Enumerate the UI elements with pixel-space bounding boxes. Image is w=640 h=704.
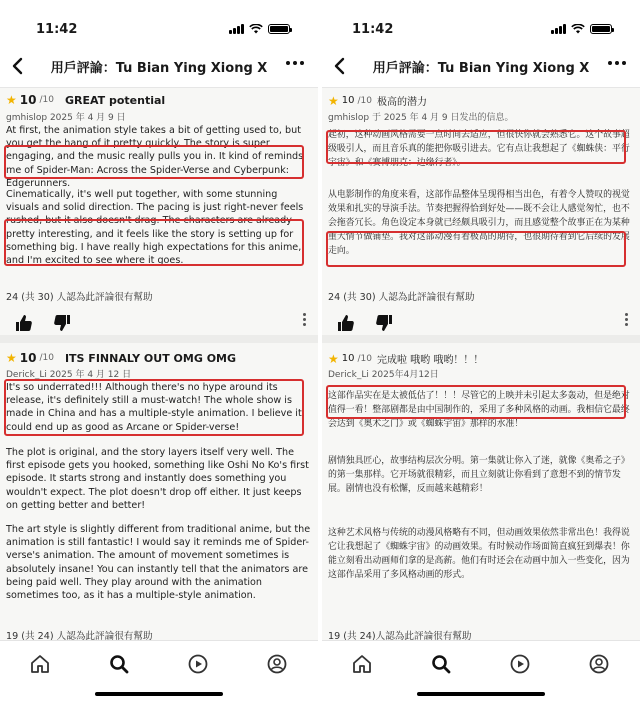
home-indicator bbox=[417, 692, 545, 696]
search-icon[interactable] bbox=[430, 653, 452, 675]
more-icon[interactable] bbox=[286, 61, 304, 65]
review-title: GREAT potential bbox=[64, 93, 166, 107]
thumbs-up-icon[interactable] bbox=[14, 313, 34, 333]
play-icon[interactable] bbox=[509, 653, 531, 675]
status-time: 11:42 bbox=[36, 22, 78, 37]
status-icons bbox=[551, 24, 612, 34]
helpful-count: 19 (共 24) 人認為此評論很有幫助 bbox=[6, 631, 153, 640]
page-title: 用戶評論：Tu Bian Ying Xiong X bbox=[372, 61, 590, 76]
review-paragraph: The art style is slightly different from traditional anime, but the animation is still fantastic! I would say it reminds me of Spider-verse's animation. The amount of movement sometimes is absolutely insane! You can instantly tell that the animators are being paid well. They play around with the animation sometimes too, as it has a multiple-style animation. bbox=[6, 524, 311, 602]
status-bar bbox=[322, 0, 640, 44]
reviews-list bbox=[322, 88, 640, 640]
review-paragraph: Cinematically, it's well put together, with some stunning visuals and solid direction. The pacing is just right-never feels rushed, but it also doesn't drag. The characters are already pretty interesting, and it feels like the story is setting up for something big. I have really high expectations for this anime, and I'm excited to see where it goes. bbox=[6, 189, 304, 267]
screen-chinese bbox=[322, 0, 640, 704]
reviews-list bbox=[0, 88, 318, 640]
rating-line bbox=[328, 351, 483, 366]
back-arrow-icon[interactable] bbox=[6, 54, 30, 78]
rating-score: 10 bbox=[341, 353, 355, 364]
star-icon: ★ bbox=[6, 93, 17, 107]
screen-english bbox=[0, 0, 318, 704]
rating-score: 10 bbox=[19, 93, 37, 107]
highlight-box bbox=[326, 130, 626, 164]
wifi-icon bbox=[571, 24, 585, 34]
review-card bbox=[0, 88, 318, 333]
play-icon[interactable] bbox=[187, 653, 209, 675]
review-paragraph: 这种艺术风格与传统的动漫风格略有不同，但动画效果依然非常出色！我得说它让我想起了《蜘蛛宇宙》的动画效果。有时候动作场面简直疯狂到爆表！你能立刻看出动画师们拿的是高薪。他们有时还会在动画中加入一些变化，因为这部作品采用了多风格动画的形式。 bbox=[328, 528, 630, 580]
review-paragraph: The plot is original, and the story layers itself very well. The first episode gets you hooked, something like Oshi No Ko's first episode. It starts strong and instantly does something you wouldn't expect. The plot doesn't drop off either. It just keeps on getting better and better! bbox=[6, 447, 309, 511]
review-paragraph: 这部作品实在是太被低估了！！！尽管它的上映并未引起太多轰动，但是绝对值得一看！整部剧都是由中国制作的，采用了多种风格的动画。我相信它最终会达到《奥术之门》或《蜘蛛宇宙》那样的水准！ bbox=[328, 391, 630, 429]
wifi-icon bbox=[249, 24, 263, 34]
cellular-icon bbox=[229, 24, 244, 34]
nav-bar bbox=[322, 44, 640, 88]
rating-out-of: /10 bbox=[39, 353, 54, 363]
rating-score: 10 bbox=[19, 351, 37, 365]
home-icon[interactable] bbox=[29, 653, 51, 675]
profile-icon[interactable] bbox=[266, 653, 288, 675]
thumbs-up-icon[interactable] bbox=[336, 313, 356, 333]
battery-icon bbox=[590, 24, 612, 34]
cellular-icon bbox=[551, 24, 566, 34]
star-icon: ★ bbox=[328, 93, 339, 108]
highlight-box bbox=[326, 385, 626, 419]
kebab-icon[interactable] bbox=[303, 313, 306, 326]
rating-out-of: /10 bbox=[357, 95, 372, 106]
profile-icon[interactable] bbox=[588, 653, 610, 675]
star-icon: ★ bbox=[328, 351, 339, 366]
review-meta: gmhislop 2025 年 4 月 9 日 bbox=[6, 113, 126, 123]
separator bbox=[322, 335, 640, 343]
review-paragraph: At first, the animation style takes a bit of getting used to, but you get the hang of it pretty quickly. The story is super engaging, and the music really pulls you in. It kind of reminds me of Spider-Man: Across the Spider-Verse and Cyberpunk: Edgerunners. bbox=[6, 125, 304, 189]
kebab-icon[interactable] bbox=[625, 313, 628, 326]
status-icons bbox=[229, 24, 290, 34]
review-title: 极高的潜力 bbox=[376, 97, 427, 108]
rating-out-of: /10 bbox=[39, 95, 54, 105]
tab-bar bbox=[0, 640, 318, 704]
highlight-box bbox=[4, 219, 304, 266]
review-paragraph: 从电影制作的角度来看，这部作品整体呈现得相当出色，有着令人赞叹的视觉效果和扎实的导演手法。节奏把握得恰到好处——既不会让人感觉匆忙，也不会拖沓冗长。角色设定本身就已经颇具吸引力，而且感觉整个故事正在为某种重大情节做铺垫。我对这部动漫有着极高的期待，也很期待看到它后续的发展走向。 bbox=[328, 190, 630, 256]
rating-line bbox=[328, 93, 427, 108]
helpful-count: 24 (共 30) 人認為此評論很有幫助 bbox=[6, 292, 153, 303]
back-arrow-icon[interactable] bbox=[328, 54, 352, 78]
home-icon[interactable] bbox=[351, 653, 373, 675]
review-card bbox=[322, 88, 640, 333]
battery-icon bbox=[268, 24, 290, 34]
highlight-box bbox=[4, 145, 304, 179]
review-title: 完成啦 哦哟 哦哟！！！ bbox=[376, 355, 484, 366]
status-time: 11:42 bbox=[352, 22, 394, 37]
thumbs-down-icon[interactable] bbox=[52, 313, 72, 333]
nav-bar bbox=[0, 44, 318, 88]
rating-line bbox=[6, 93, 165, 107]
rating-line bbox=[6, 351, 236, 365]
rating-score: 10 bbox=[341, 95, 355, 106]
review-meta: gmhislop 于 2025 年 4 月 9 日发出的信息。 bbox=[328, 113, 514, 123]
separator bbox=[0, 335, 318, 343]
page-title: 用戶評論：Tu Bian Ying Xiong X bbox=[50, 61, 268, 76]
home-indicator bbox=[95, 692, 223, 696]
review-paragraph: 起初，这种动画风格需要一点时间去适应，但很快你就会熟悉它。这个故事超级吸引人，而且音乐真的能把你吸引进去。它有点让我想起了《蜘蛛侠：平行宇宙》和《赛博朋克：边缘行者》。 bbox=[328, 130, 630, 168]
search-icon[interactable] bbox=[108, 653, 130, 675]
highlight-box bbox=[4, 379, 304, 436]
helpful-count: 24 (共 30) 人認為此評論很有幫助 bbox=[328, 292, 475, 303]
review-meta: Derick_Li 2025年4月12日 bbox=[328, 370, 439, 380]
thumbs-down-icon[interactable] bbox=[374, 313, 394, 333]
review-meta: Derick_Li 2025 年 4 月 12 日 bbox=[6, 370, 132, 380]
rating-out-of: /10 bbox=[357, 353, 372, 364]
helpful-count: 19 (共 24)人認為此評論很有幫助 bbox=[328, 631, 472, 640]
review-paragraph: 剧情独具匠心，故事结构层次分明。第一集就让你入了迷，就像《奥希之子》的第一集那样。它开场就很精彩，而且立刻就让你看到了意想不到的情节发展。剧情也没有松懈，反而越来越精彩！ bbox=[328, 456, 630, 494]
star-icon: ★ bbox=[6, 351, 17, 365]
review-title: ITS FINNALY OUT OMG OMG bbox=[64, 351, 237, 365]
tab-bar bbox=[322, 640, 640, 704]
status-bar bbox=[0, 0, 318, 44]
more-icon[interactable] bbox=[608, 61, 626, 65]
highlight-box bbox=[326, 231, 626, 267]
review-paragraph: It's so underrated!!! Although there's no hype around its release, it's definitely still a must-watch! The whole show is made in China and has a multiple-style animation. I believe it could end up as good as Arcane or Spider-verse! bbox=[6, 382, 302, 433]
